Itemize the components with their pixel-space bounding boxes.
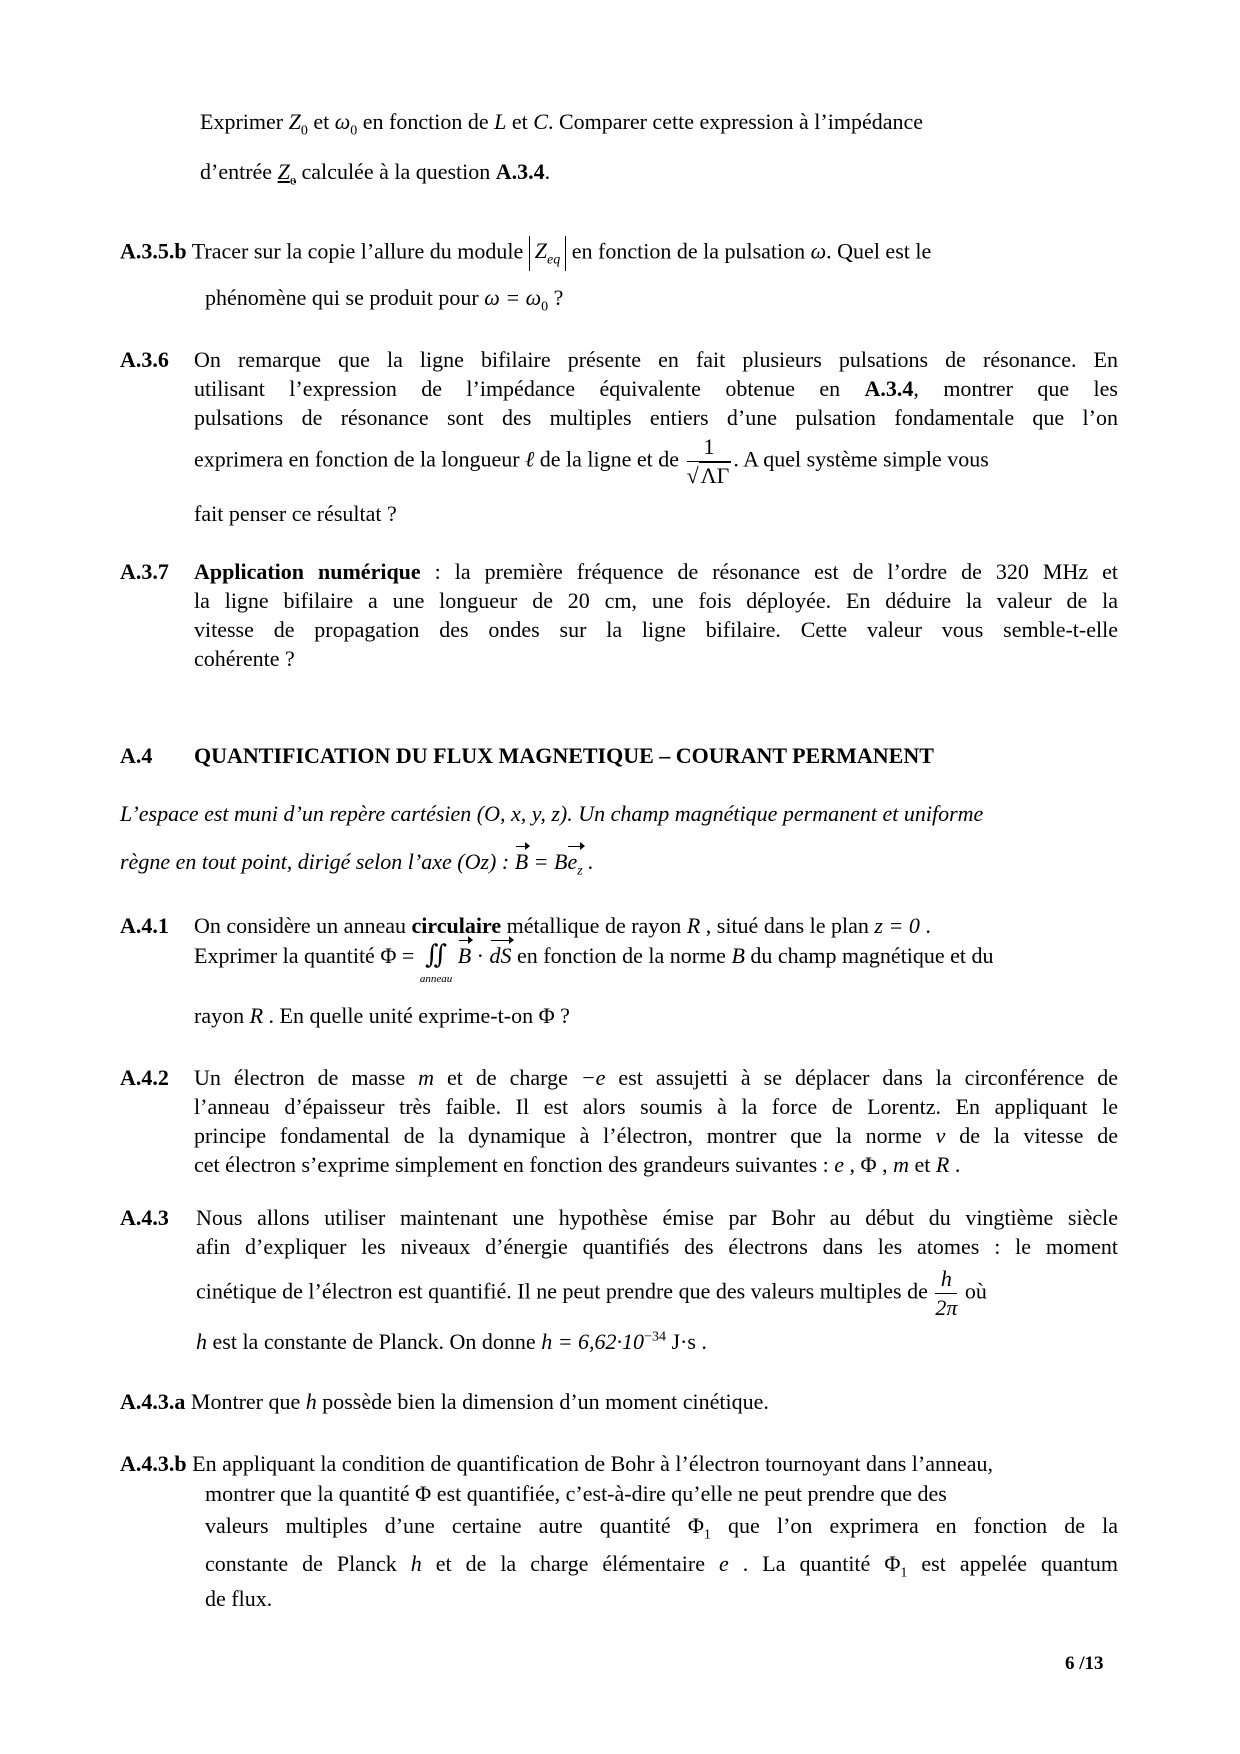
q-a43b-line-3: valeurs multiples d’une certaine autre quantité $\Phi_1$ que l’on exprimera en fonction de la	[205, 1513, 1118, 1543]
page-number: 6 /13	[1065, 1653, 1104, 1674]
q-a43b-line-2: montrer que la quantité Φ est quantifiée, c’est-à-dire qu’elle ne peut prendre que des	[205, 1481, 947, 1506]
fraction-one-over-sqrt: $\frac{1}{√\Lambda\Gamma}$	[686, 434, 730, 488]
q-a36-line-3: pulsations de résonance sont des multiples entiers d’une pulsation fondamentale que l’on	[194, 405, 1118, 430]
section-title: QUANTIFICATION DU FLUX MAGNETIQUE – COURANT PERMANENT	[194, 743, 934, 768]
q-a36-line-5: fait penser ce résultat ?	[194, 501, 397, 526]
q-a42-line-4: cet électron s’exprime simplement en fonction des grandeurs suivantes : e , Φ , m et R .	[194, 1152, 961, 1177]
q-a43b-line-5: de flux.	[205, 1586, 273, 1611]
q-a36-line-1: On remarque que la ligne bifilaire présente en fait plusieurs pulsations de résonance. En	[194, 347, 1118, 372]
intro-line-1: Exprimer $Z_0$ et $\omega_0$ en fonction de L et C. Comparer cette expression à l’impédance	[200, 109, 924, 139]
q-a35b-line-2: phénomène qui se produit pour $\omega = \omega_0$ ?	[205, 285, 564, 315]
question-label-a41: A.4.1	[120, 913, 169, 938]
q-a42-line-2: l’anneau d’épaisseur très faible. Il est alors soumis à la force de Lorentz. En appliquant le	[194, 1094, 1118, 1119]
question-label-a36: A.3.6	[120, 347, 169, 372]
question-label-a43: A.4.3	[120, 1205, 169, 1230]
question-label-a42: A.4.2	[120, 1065, 169, 1090]
fraction-h-over-2pi: $\frac{h}{2\pi}$	[935, 1266, 958, 1320]
q-a43a-line-1: A.4.3.a Montrer que h possède bien la dimension d’un moment cinétique.	[120, 1389, 769, 1414]
intro-a4-line-2: règne en tout point, dirigé selon l’axe (Oz) : $B = Be_z$ .	[120, 848, 594, 881]
q-a41-line-3: rayon R . En quelle unité exprime-t-on Φ ?	[194, 1003, 570, 1028]
q-a37-line-2: la ligne bifilaire a une longueur de 20 cm, une fois déployée. En déduire la valeur de la	[194, 588, 1118, 613]
q-a43b-line-1: A.4.3.b En appliquant la condition de quantification de Bohr à l’électron tournoyant dans l’anneau,	[120, 1451, 994, 1476]
q-a41-line-2: Exprimer la quantité Φ = ∬ anneau B · dS en fonction de la norme B du champ magnétique et du	[194, 940, 994, 985]
q-a37-line-3: vitesse de propagation des ondes sur la ligne bifilaire. Cette valeur vous semble-t-elle	[194, 617, 1118, 642]
intro-line-2: d’entrée $Z_e$ calculée à la question A.3.4.	[200, 159, 551, 189]
q-a36-line-2: utilisant l’expression de l’impédance équivalente obtenue en A.3.4, montrer que les	[194, 376, 1118, 401]
q-a43-line-2: afin d’expliquer les niveaux d’énergie quantifiés des électrons dans les atomes : le moment	[196, 1234, 1118, 1259]
modulus-zeq: $Z_{eq}$	[529, 236, 566, 271]
q-a43-line-1: Nous allons utiliser maintenant une hypothèse émise par Bohr au début du vingtième siècle	[196, 1205, 1118, 1230]
question-label: A.3.5.b	[120, 238, 187, 264]
q-a42-line-1: Un électron de masse m et de charge −e est assujetti à se déplacer dans la circonférence de	[194, 1065, 1118, 1090]
q-a43-line-3: cinétique de l’électron est quantifié. Il ne peut prendre que des valeurs multiples de $\frac{h}{2\pi}$ où	[196, 1266, 987, 1320]
section-number: A.4	[120, 743, 153, 768]
intro-a4-line-1: L’espace est muni d’un repère cartésien (O, x, y, z). Un champ magnétique permanent et uniforme	[120, 801, 984, 826]
q-a42-line-3: principe fondamental de la dynamique à l’électron, montrer que la norme v de la vitesse de	[194, 1123, 1118, 1148]
double-integral: ∬ anneau	[419, 940, 453, 985]
q-a37-line-4: cohérente ?	[194, 646, 295, 671]
q-a36-line-4: exprimera en fonction de la longueur ℓ de la ligne et de $\frac{1}{√\Lambda\Gamma}$ . A quel système simple vous	[194, 434, 989, 488]
q-a41-line-1: On considère un anneau circulaire métallique de rayon R , situé dans le plan z = 0 .	[194, 913, 931, 938]
q-a43b-line-4: constante de Planck h et de la charge élémentaire e . La quantité $\Phi_1$ est appelée quantum	[205, 1551, 1118, 1581]
question-label-a37: A.3.7	[120, 559, 169, 584]
q-a43-line-4: h est la constante de Planck. On donne $h = 6,62\cdot 10^{-34}$ J·s .	[196, 1329, 707, 1354]
q-a35b-line-1: A.3.5.b Tracer sur la copie l’allure du module $Z_{eq}$ en fonction de la pulsation ω. Quel est le	[120, 236, 931, 271]
q-a37-line-1: Application numérique : la première fréquence de résonance est de l’ordre de 320 MHz et	[194, 559, 1118, 584]
